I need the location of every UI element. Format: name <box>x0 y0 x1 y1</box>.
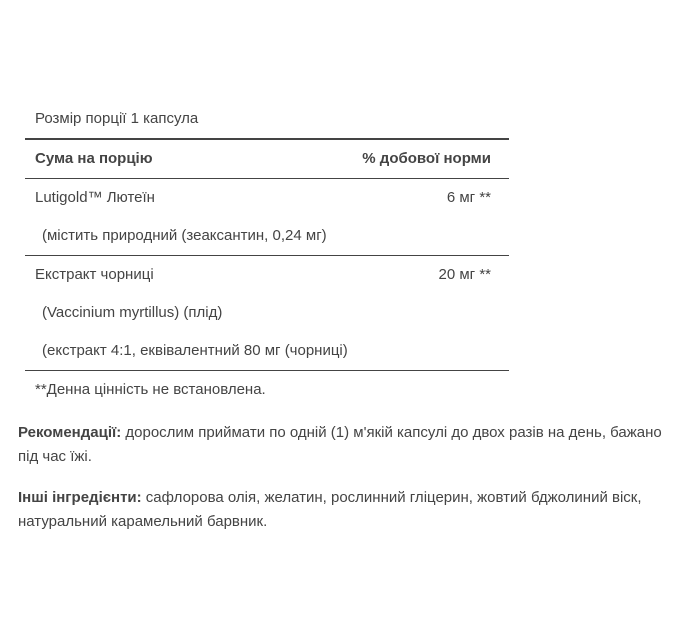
ingredient-row-lutein <box>25 179 509 217</box>
ingredient-note-row <box>25 332 509 370</box>
supplement-facts-panel <box>25 100 509 409</box>
ingredient-note-row <box>25 294 509 332</box>
ingredient-note: (Vaccinium myrtillus) (плід) <box>42 304 223 321</box>
ingredient-note: (містить природний (зеаксантин, 0,24 мг) <box>42 227 327 244</box>
ingredient-note-row <box>25 217 509 255</box>
ingredient-row-bilberry <box>25 256 509 294</box>
ingredient-amount: 20 мг ** <box>438 266 491 283</box>
other-ingredients-label: Інші інгредієнти: <box>18 489 142 506</box>
serving-size-label: Розмір порції 1 капсула <box>35 110 199 127</box>
serving-size-row <box>25 100 509 138</box>
table-header-row <box>25 140 509 178</box>
ingredient-amount: 6 мг ** <box>446 189 491 206</box>
recommendations-paragraph <box>18 421 668 469</box>
footnote-text: **Денна цінність не встановлена. <box>35 381 266 398</box>
other-ingredients-text: сафлорова олія, желатин, рослинний гліцерин, жовтий бджолиний віск, натуральний карамельний барвник. <box>18 489 642 530</box>
daily-value-header: % добової норми <box>362 150 491 167</box>
recommendations-text: дорослим приймати по одній (1) м'якій капсулі до двох разів на день, бажано під час їжі. <box>18 424 662 465</box>
ingredient-note: (екстракт 4:1, еквівалентний 80 мг (чорниці) <box>42 342 348 359</box>
ingredient-name: Lutigold™ Лютеїн <box>35 189 155 206</box>
footnote-row <box>25 371 509 409</box>
other-ingredients-paragraph <box>18 486 668 534</box>
recommendations-label: Рекомендації: <box>18 424 122 441</box>
ingredient-name: Екстракт чорниці <box>35 266 154 283</box>
amount-per-serving-header: Сума на порцію <box>35 150 153 167</box>
